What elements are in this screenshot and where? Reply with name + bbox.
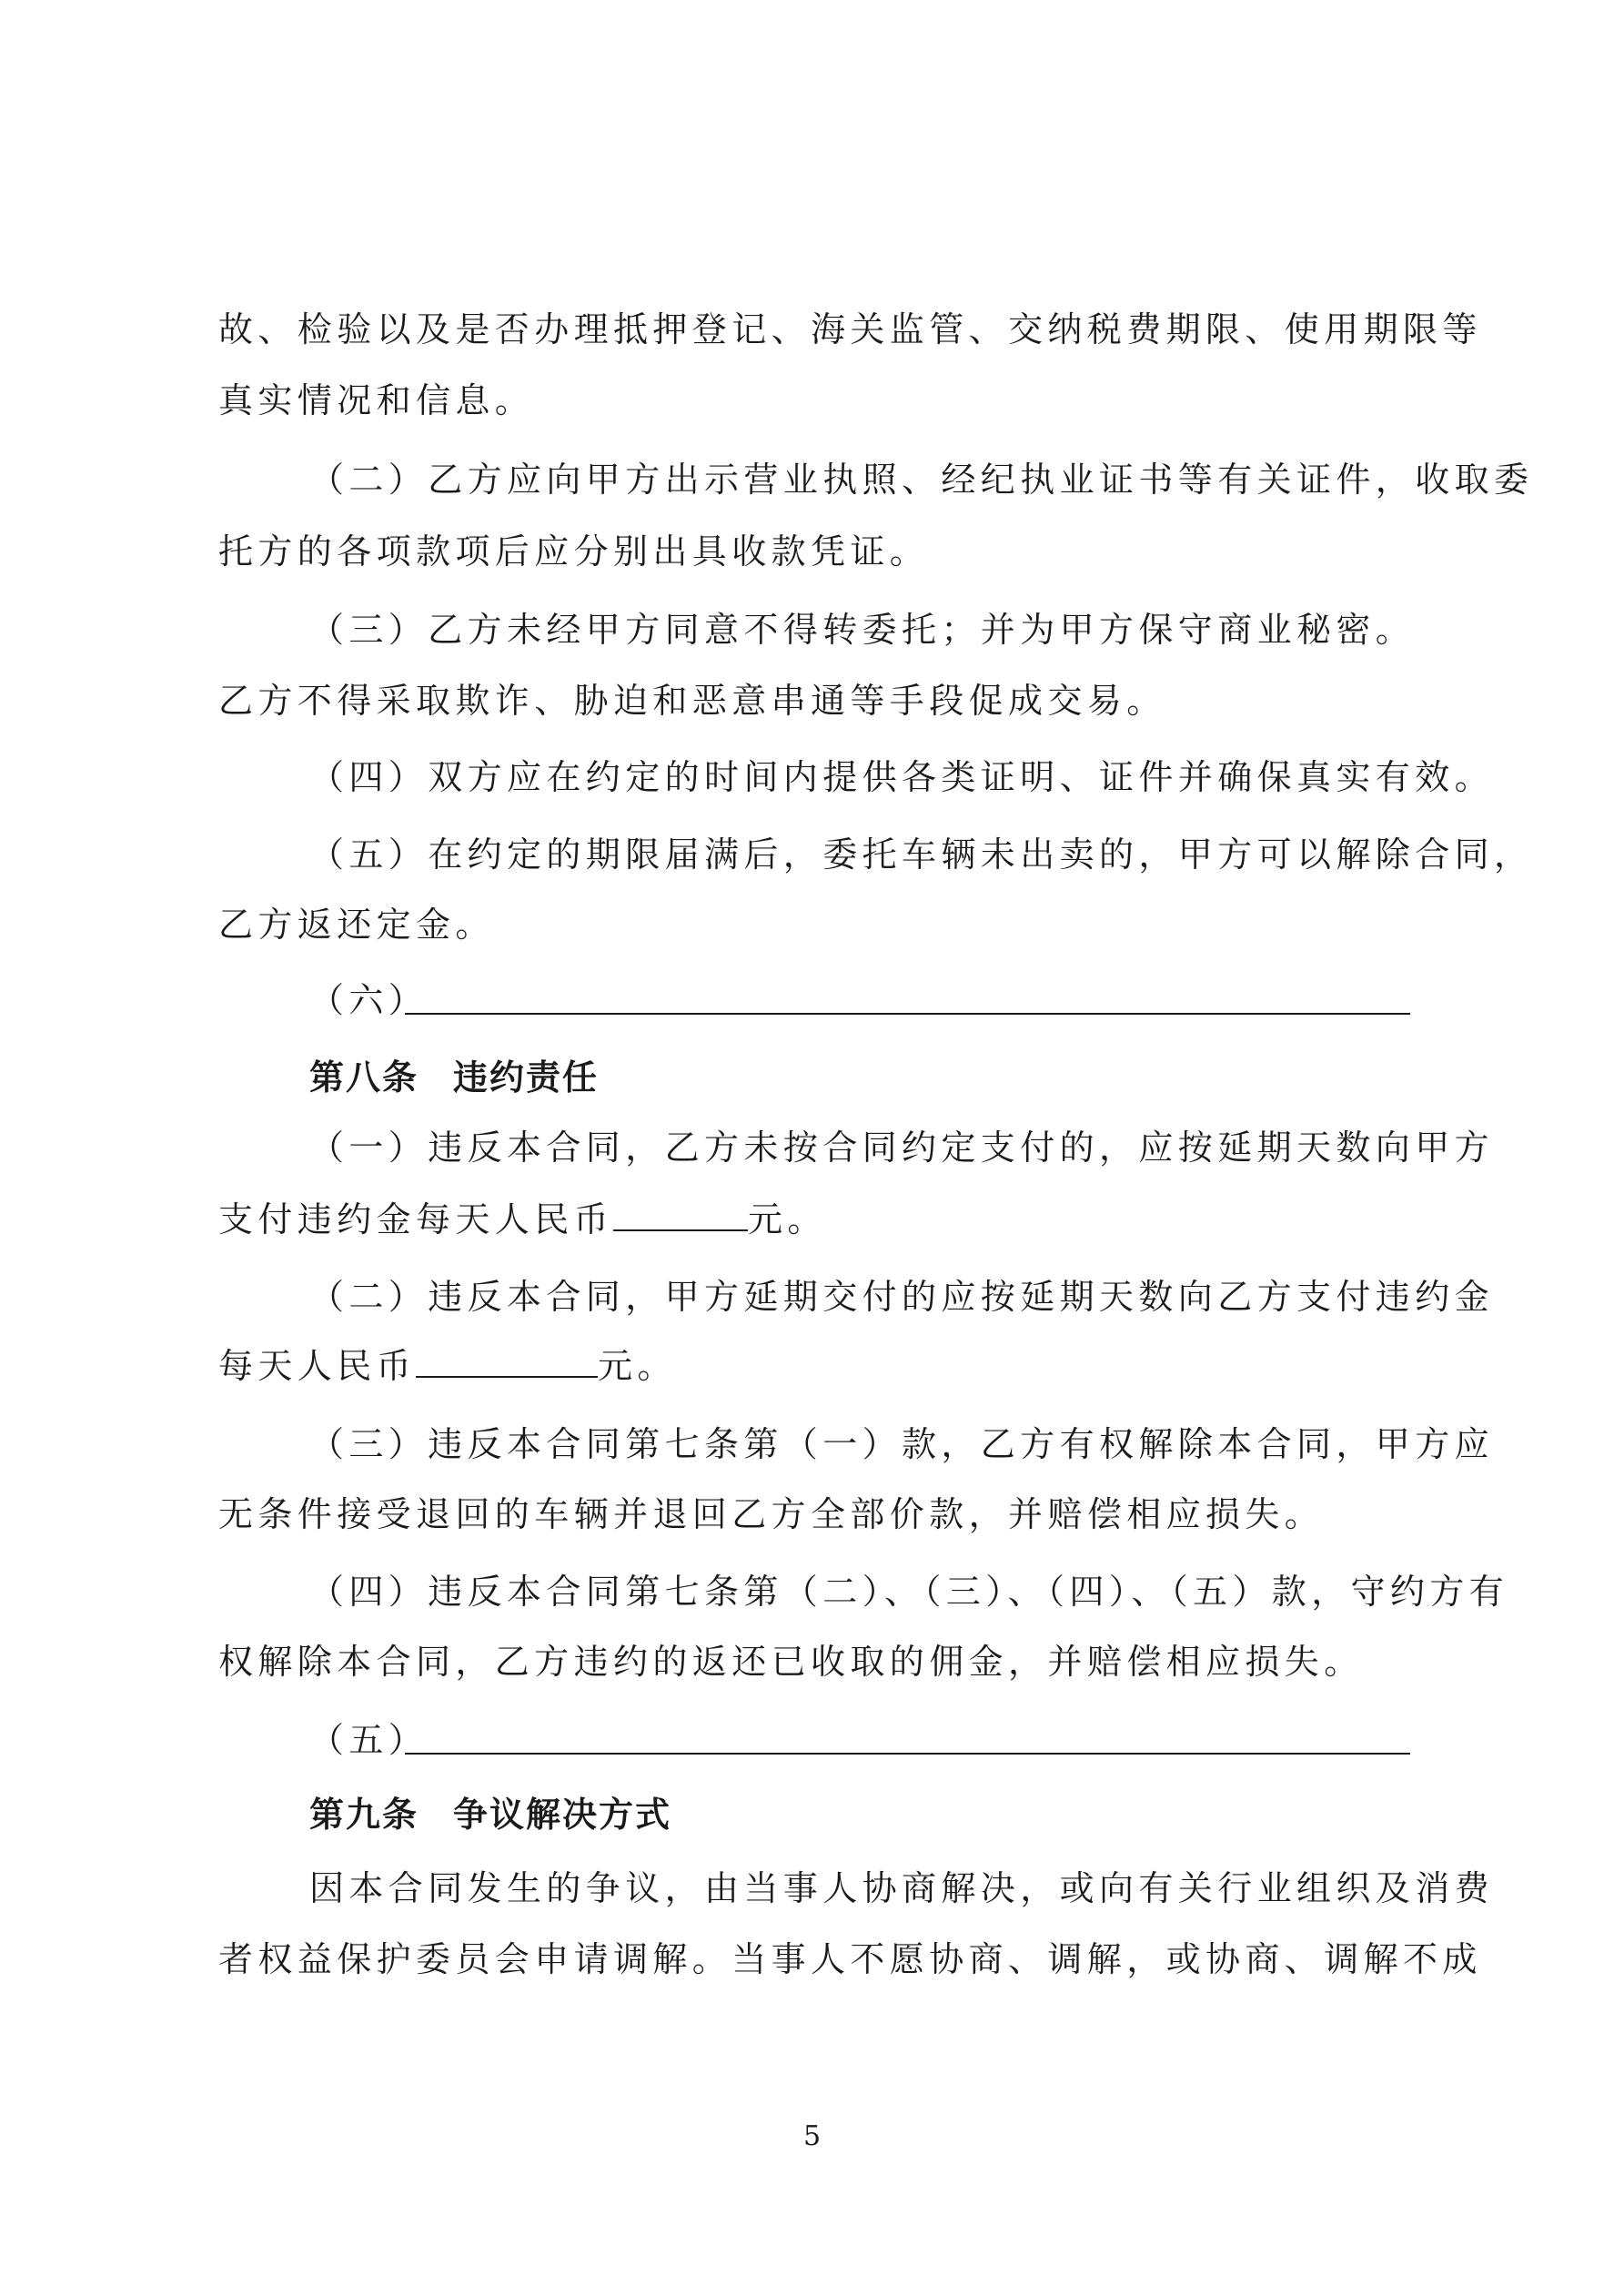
paragraph-line: 乙方不得采取欺诈、胁迫和恶意串通等手段促成交易。 bbox=[218, 681, 1166, 721]
paragraph-line: （二）乙方应向甲方出示营业执照、经纪执业证书等有关证件，收取委 bbox=[309, 460, 1534, 500]
page-number: 5 bbox=[802, 2120, 822, 2152]
article-title: 争议解决方式 bbox=[453, 1795, 672, 1835]
paragraph-line: （二）违反本合同，甲方延期交付的应按延期天数向乙方支付违约金 bbox=[309, 1277, 1495, 1317]
paragraph-line: 托方的各项款项后应分别出具收款凭证。 bbox=[218, 531, 930, 571]
article-number: 第八条 bbox=[309, 1057, 419, 1097]
paragraph-line: （四）双方应在约定的时间内提供各类证明、证件并确保真实有效。 bbox=[309, 757, 1495, 797]
paragraph-line: （三）违反本合同第七条第（一）款，乙方有权解除本合同，甲方应 bbox=[309, 1424, 1495, 1464]
paragraph-line: （四）违反本合同第七条第（二）、（三）、（四）、（五）款，守约方有 bbox=[309, 1572, 1509, 1612]
fill-in-blank-line bbox=[405, 1013, 1410, 1015]
paragraph-line: （五）在约定的期限届满后，委托车辆未出卖的，甲方可以解除合同， bbox=[309, 834, 1534, 875]
paragraph-line: 权解除本合同，乙方违约的返还已收取的佣金，并赔偿相应损失。 bbox=[218, 1642, 1364, 1682]
text-fragment: 每天人民币 bbox=[218, 1346, 417, 1386]
item-label: （五） bbox=[309, 1720, 429, 1760]
article-number: 第九条 bbox=[309, 1795, 419, 1835]
text-fragment: 元。 bbox=[748, 1199, 827, 1239]
paragraph-line: 者权益保护委员会申请调解。当事人不愿协商、调解，或协商、调解不成 bbox=[218, 1939, 1482, 1979]
fill-in-blank[interactable] bbox=[613, 1199, 748, 1231]
paragraph-line: 故、检验以及是否办理抵押登记、海关监管、交纳税费期限、使用期限等 bbox=[218, 309, 1482, 349]
article-title: 违约责任 bbox=[453, 1057, 600, 1097]
paragraph-line: 因本合同发生的争议，由当事人协商解决，或向有关行业组织及消费 bbox=[309, 1868, 1495, 1908]
fill-in-blank-line bbox=[405, 1753, 1410, 1755]
paragraph-line: 乙方返还定金。 bbox=[218, 905, 495, 945]
paragraph-line: 真实情况和信息。 bbox=[218, 380, 535, 420]
text-fragment: 支付违约金每天人民币 bbox=[218, 1199, 614, 1239]
item-label: （六） bbox=[309, 980, 429, 1020]
paragraph-line: （三）乙方未经甲方同意不得转委托；并为甲方保守商业秘密。 bbox=[309, 610, 1416, 650]
paragraph-line: 无条件接受退回的车辆并退回乙方全部价款，并赔偿相应损失。 bbox=[218, 1494, 1325, 1534]
paragraph-line bbox=[218, 1344, 1412, 1388]
paragraph-line: （一）违反本合同，乙方未按合同约定支付的，应按延期天数向甲方 bbox=[309, 1128, 1495, 1168]
article-heading bbox=[309, 1056, 1412, 1099]
fill-in-blank[interactable] bbox=[416, 1345, 598, 1378]
text-fragment: 元。 bbox=[598, 1346, 677, 1386]
article-heading bbox=[309, 1793, 1412, 1836]
paragraph-line bbox=[218, 1198, 1412, 1241]
